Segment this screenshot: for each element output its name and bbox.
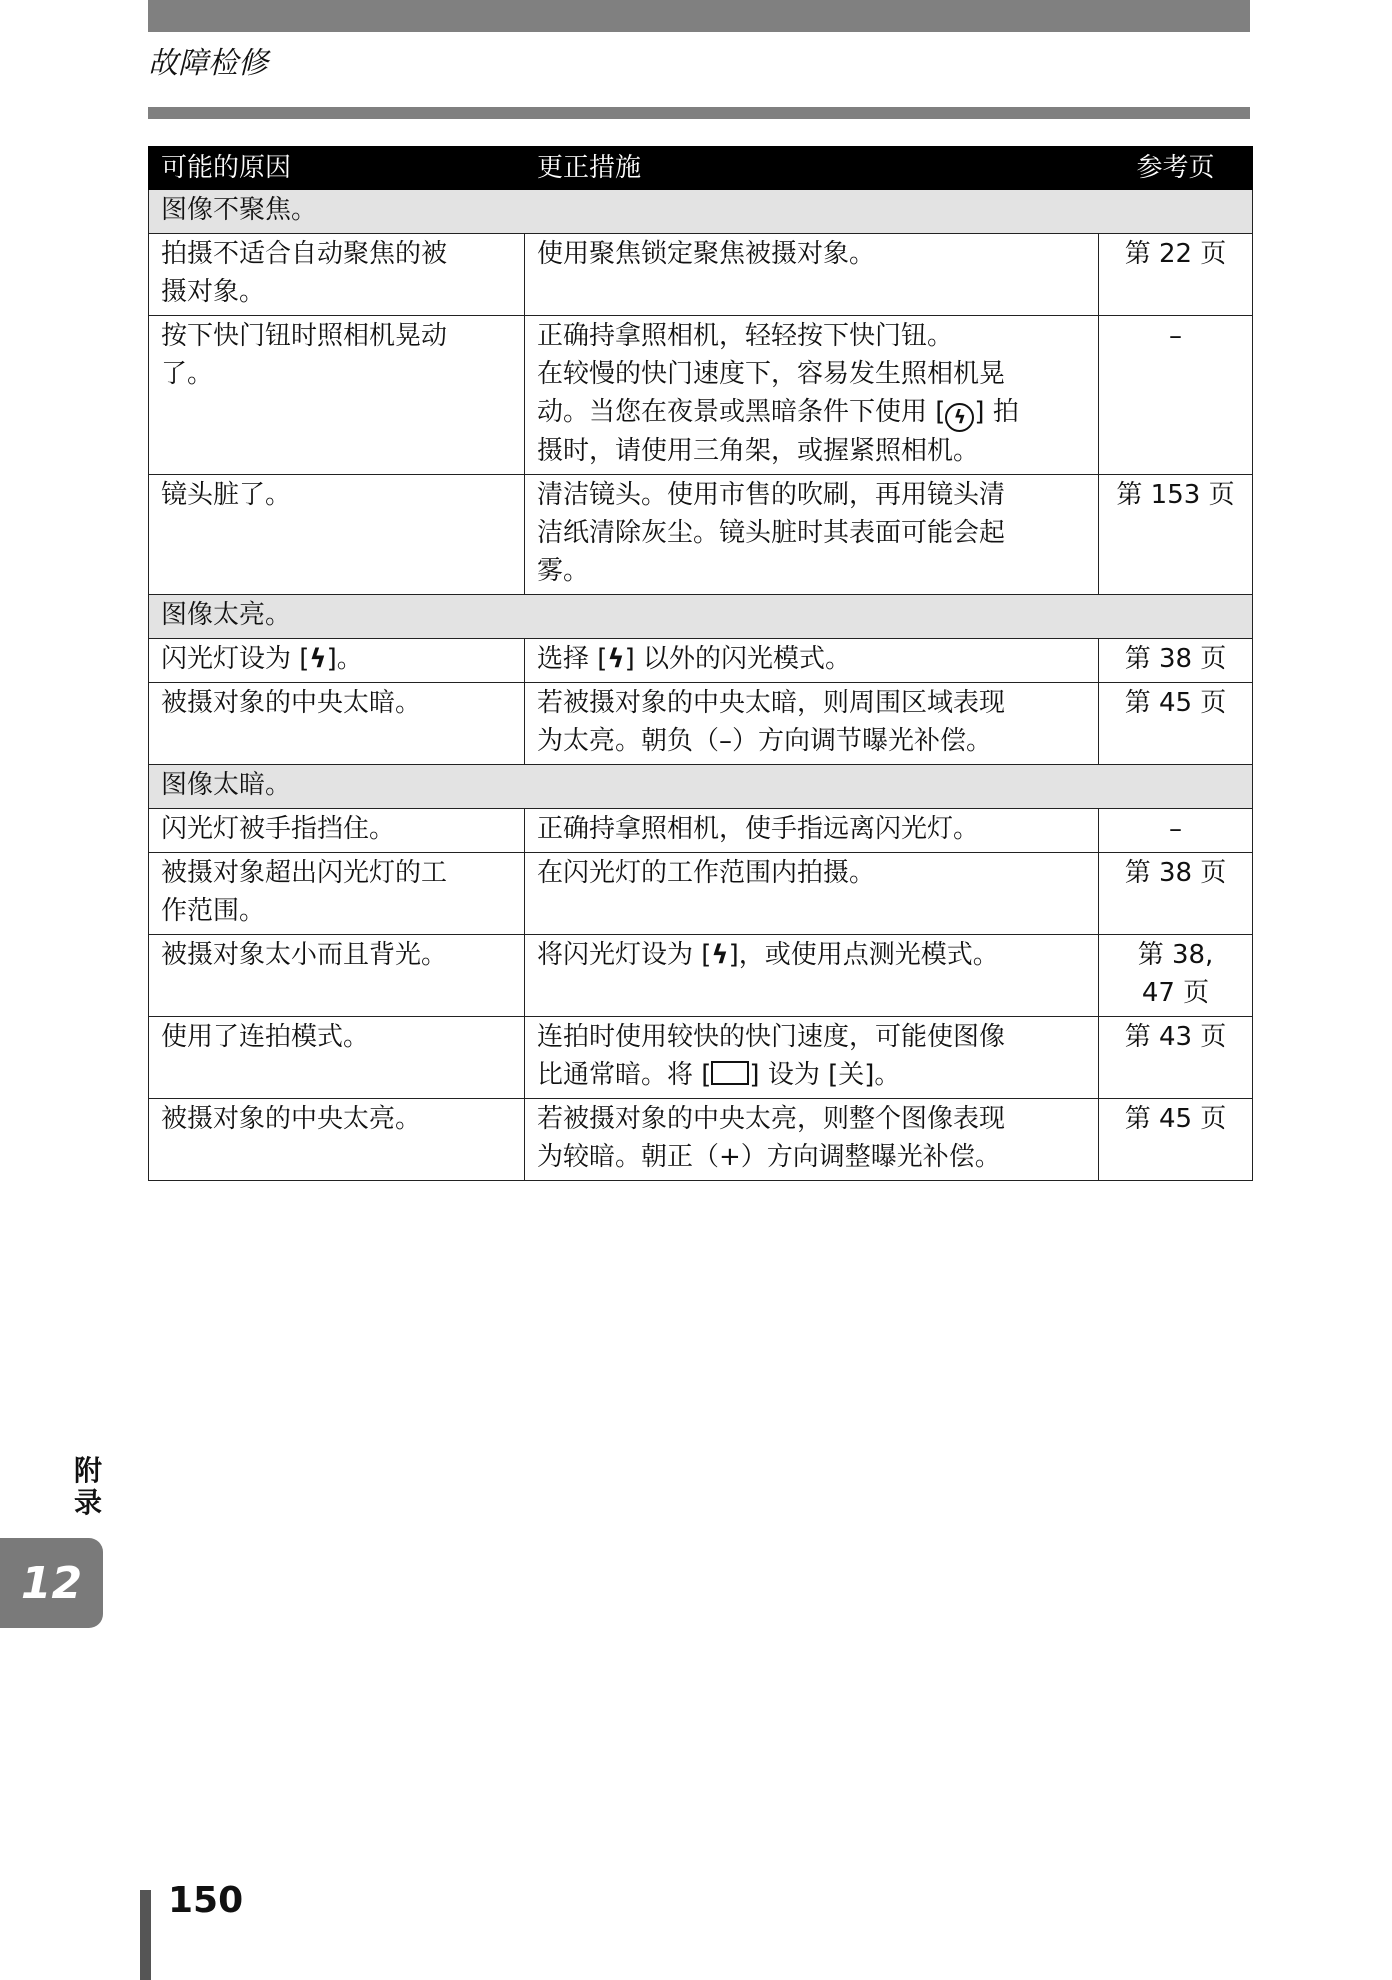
sequential-shooting-icon (711, 1061, 749, 1085)
cause-cell: 使用了连拍模式。 (149, 1017, 525, 1099)
remedy-cell: 清洁镜头。使用市售的吹刷，再用镜头清 洁纸清除灰尘。镜头脏时其表面可能会起 雾。 (525, 475, 1099, 595)
cause-cell: 按下快门钮时照相机晃动 了。 (149, 316, 525, 475)
remedy-cell: 若被摄对象的中央太亮，则整个图像表现 为较暗。朝正（+）方向调整曝光补偿。 (525, 1099, 1099, 1181)
flash-force-icon: ϟ (711, 940, 729, 970)
table-row (149, 809, 1253, 853)
header-bar (148, 0, 1250, 32)
remedy-cell: 在闪光灯的工作范围内拍摄。 (525, 853, 1099, 935)
flash-force-icon: ϟ (309, 644, 327, 674)
header-ref: 参考页 (1099, 147, 1253, 190)
table-row (149, 639, 1253, 683)
group-row-too-dark (149, 765, 1253, 809)
flash-force-icon: ϟ (607, 644, 625, 674)
group-row-too-bright (149, 595, 1253, 639)
table-row (149, 683, 1253, 765)
group-title: 图像太亮。 (149, 595, 1253, 639)
cause-cell: 被摄对象太小而且背光。 (149, 935, 525, 1017)
cause-cell: 闪光灯设为 [ϟ]。 (149, 639, 525, 683)
table-row (149, 1099, 1253, 1181)
ref-cell: 第 45 页 (1099, 1099, 1253, 1181)
ref-cell: – (1099, 809, 1253, 853)
troubleshooting-table (148, 146, 1253, 1181)
night-flash-icon: ϟ (945, 403, 974, 432)
table-row (149, 935, 1253, 1017)
ref-cell: 第 38 页 (1099, 853, 1253, 935)
group-title: 图像太暗。 (149, 765, 1253, 809)
chapter-tab (0, 1538, 103, 1628)
section-title: 故障检修 (148, 46, 268, 81)
ref-cell: 第 22 页 (1099, 234, 1253, 316)
remedy-cell: 正确持拿照相机，轻轻按下快门钮。 在较慢的快门速度下，容易发生照相机晃 动。当您在夜景或黑暗条件下使用 [ ϟ ] 拍 摄时，请使用三角架，或握紧照相机。 (525, 316, 1099, 475)
cause-cell: 被摄对象超出闪光灯的工 作范围。 (149, 853, 525, 935)
table-row (149, 316, 1253, 475)
remedy-cell: 将闪光灯设为 [ϟ]，或使用点测光模式。 (525, 935, 1099, 1017)
cause-cell: 被摄对象的中央太暗。 (149, 683, 525, 765)
page-number: 150 (168, 1880, 244, 1921)
ref-cell: 第 38 页 (1099, 639, 1253, 683)
header-cause: 可能的原因 (149, 147, 525, 190)
header-remedy: 更正措施 (525, 147, 1099, 190)
remedy-cell: 选择 [ϟ] 以外的闪光模式。 (525, 639, 1099, 683)
cause-cell: 镜头脏了。 (149, 475, 525, 595)
header-rule (148, 107, 1250, 119)
table-row (149, 1017, 1253, 1099)
cause-cell: 闪光灯被手指挡住。 (149, 809, 525, 853)
group-row-out-of-focus (149, 190, 1253, 234)
remedy-cell: 若被摄对象的中央太暗，则周围区域表现 为太亮。朝负（–）方向调节曝光补偿。 (525, 683, 1099, 765)
remedy-cell: 使用聚焦锁定聚焦被摄对象。 (525, 234, 1099, 316)
cause-cell: 拍摄不适合自动聚焦的被 摄对象。 (149, 234, 525, 316)
side-chapter-label: 附录 (73, 1454, 102, 1519)
ref-cell: 第 38, 47 页 (1099, 935, 1253, 1017)
table-header-row (149, 147, 1253, 190)
table-row (149, 234, 1253, 316)
ref-cell: – (1099, 316, 1253, 475)
ref-cell: 第 43 页 (1099, 1017, 1253, 1099)
remedy-cell: 连拍时使用较快的快门速度，可能使图像 比通常暗。将 [ ] 设为 [关]。 (525, 1017, 1099, 1099)
chapter-number: 12 (20, 1557, 83, 1609)
remedy-cell: 正确持拿照相机，使手指远离闪光灯。 (525, 809, 1099, 853)
cause-cell: 被摄对象的中央太亮。 (149, 1099, 525, 1181)
table-row (149, 475, 1253, 595)
group-title: 图像不聚焦。 (149, 190, 1253, 234)
ref-cell: 第 45 页 (1099, 683, 1253, 765)
page-number-bar (140, 1890, 151, 1980)
table-row (149, 853, 1253, 935)
ref-cell: 第 153 页 (1099, 475, 1253, 595)
